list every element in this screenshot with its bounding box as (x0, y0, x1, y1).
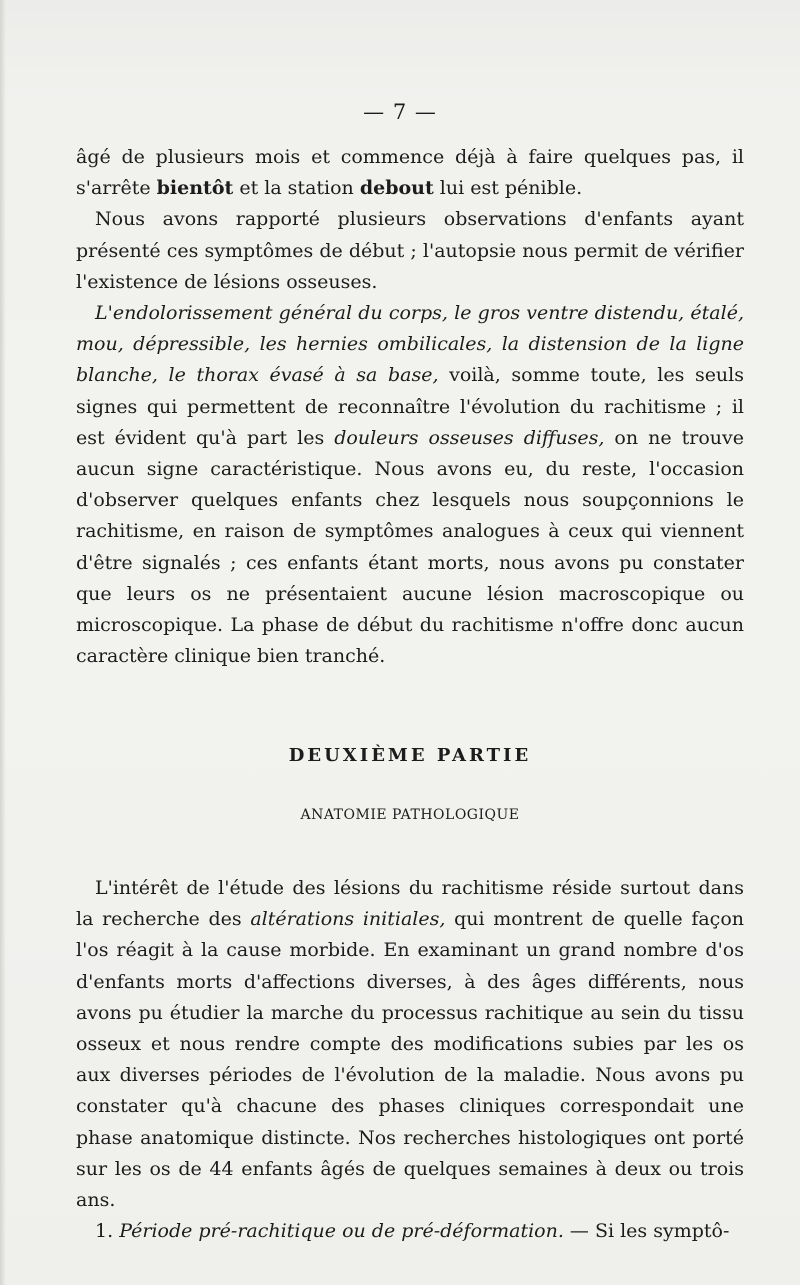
anatomy-paragraph (76, 873, 744, 1216)
intro-line-b-mid: et la station (233, 177, 360, 200)
symptoms-text-b: on ne trouve aucun signe caractéristique. Nous avons eu, du reste, l'occasion d'observer quelques enfants chez lesquels nous soupçonnions le rachitisme, en raison de symptômes analogues à ceux qui viennent d'être signalés ; ces enfants étant morts, nous avons pu constater que leurs os ne présentaient aucune lésion macroscopique ou microscopique. La phase de début du rachitisme n'offre donc aucun caractère clinique bien tranché. (76, 426, 744, 668)
symptoms-text-a: voilà, somme toute, les seuls signes qui permettent de reconnaître l'évolution du rachitisme ; il est évident qu'à part les (76, 364, 744, 449)
symptoms-italic-b: douleurs osseuses diffuses, (334, 426, 605, 449)
period-italic: Période pré-rachitique ou de pré-déformation. (119, 1220, 564, 1243)
intro-line-a: âgé de plusieurs mois et commence déjà à faire quelques pas, il (76, 146, 744, 168)
period-text: — Si les symptô- (563, 1220, 730, 1243)
part-title: DEUXIÈME PARTIE (288, 745, 532, 766)
anatomy-text-b: qui montrent de quelle façon l'os réagit à la cause morbide. En examinant un grand nombre d'os d'enfants morts d'affections diverses, à des âges différents, nous avons pu étudier la marche du processus rachitique au sein du tissu osseux et nous rendre compte des modifications subies par les os aux diverses périodes de l'évolution de la maladie. Nous avons pu constater qu'à chacune des phases cliniques correspondait une phase anatomique distincte. Nos recherches histologiques ont porté sur les os de 44 enfants âgés de quelques semaines à deux ou trois ans. (76, 908, 744, 1212)
symptoms-italic-a: L'endolorissement général du corps, le gros ventre distendu, étalé, mou, dépressible, les hernies ombilicales, la distension de la ligne blanche, le thorax évasé à sa base, (76, 302, 744, 387)
intro-paragraph-observations: Nous avons rapporté plusieurs observations d'enfants ayant présenté ces symptômes de début ; l'autopsie nous permit de vérifier l'existence de lésions osseuses. (76, 208, 744, 293)
anatomy-text (76, 873, 744, 1247)
intro-text (76, 142, 744, 298)
period-line (76, 1216, 744, 1247)
intro-line-b-bold: bientôt (156, 177, 234, 200)
part-subtitle: ANATOMIE PATHOLOGIQUE (300, 807, 520, 823)
anatomy-italic-a: altérations initiales, (250, 908, 446, 931)
intro-line-b-start: s'arrête (76, 177, 157, 200)
symptoms-text (76, 298, 744, 672)
symptoms-paragraph (76, 298, 744, 672)
intro-line-b-end: lui est pénible. (433, 177, 583, 200)
period-number: 1. (95, 1220, 114, 1243)
intro-paragraph-continuation (76, 142, 744, 204)
anatomy-text-a: L'intérêt de l'étude des lésions du rachitisme réside surtout dans la recherche des (76, 877, 744, 931)
intro-line-b-bold2: debout (359, 177, 434, 200)
page-number: — 7 — (363, 100, 437, 124)
